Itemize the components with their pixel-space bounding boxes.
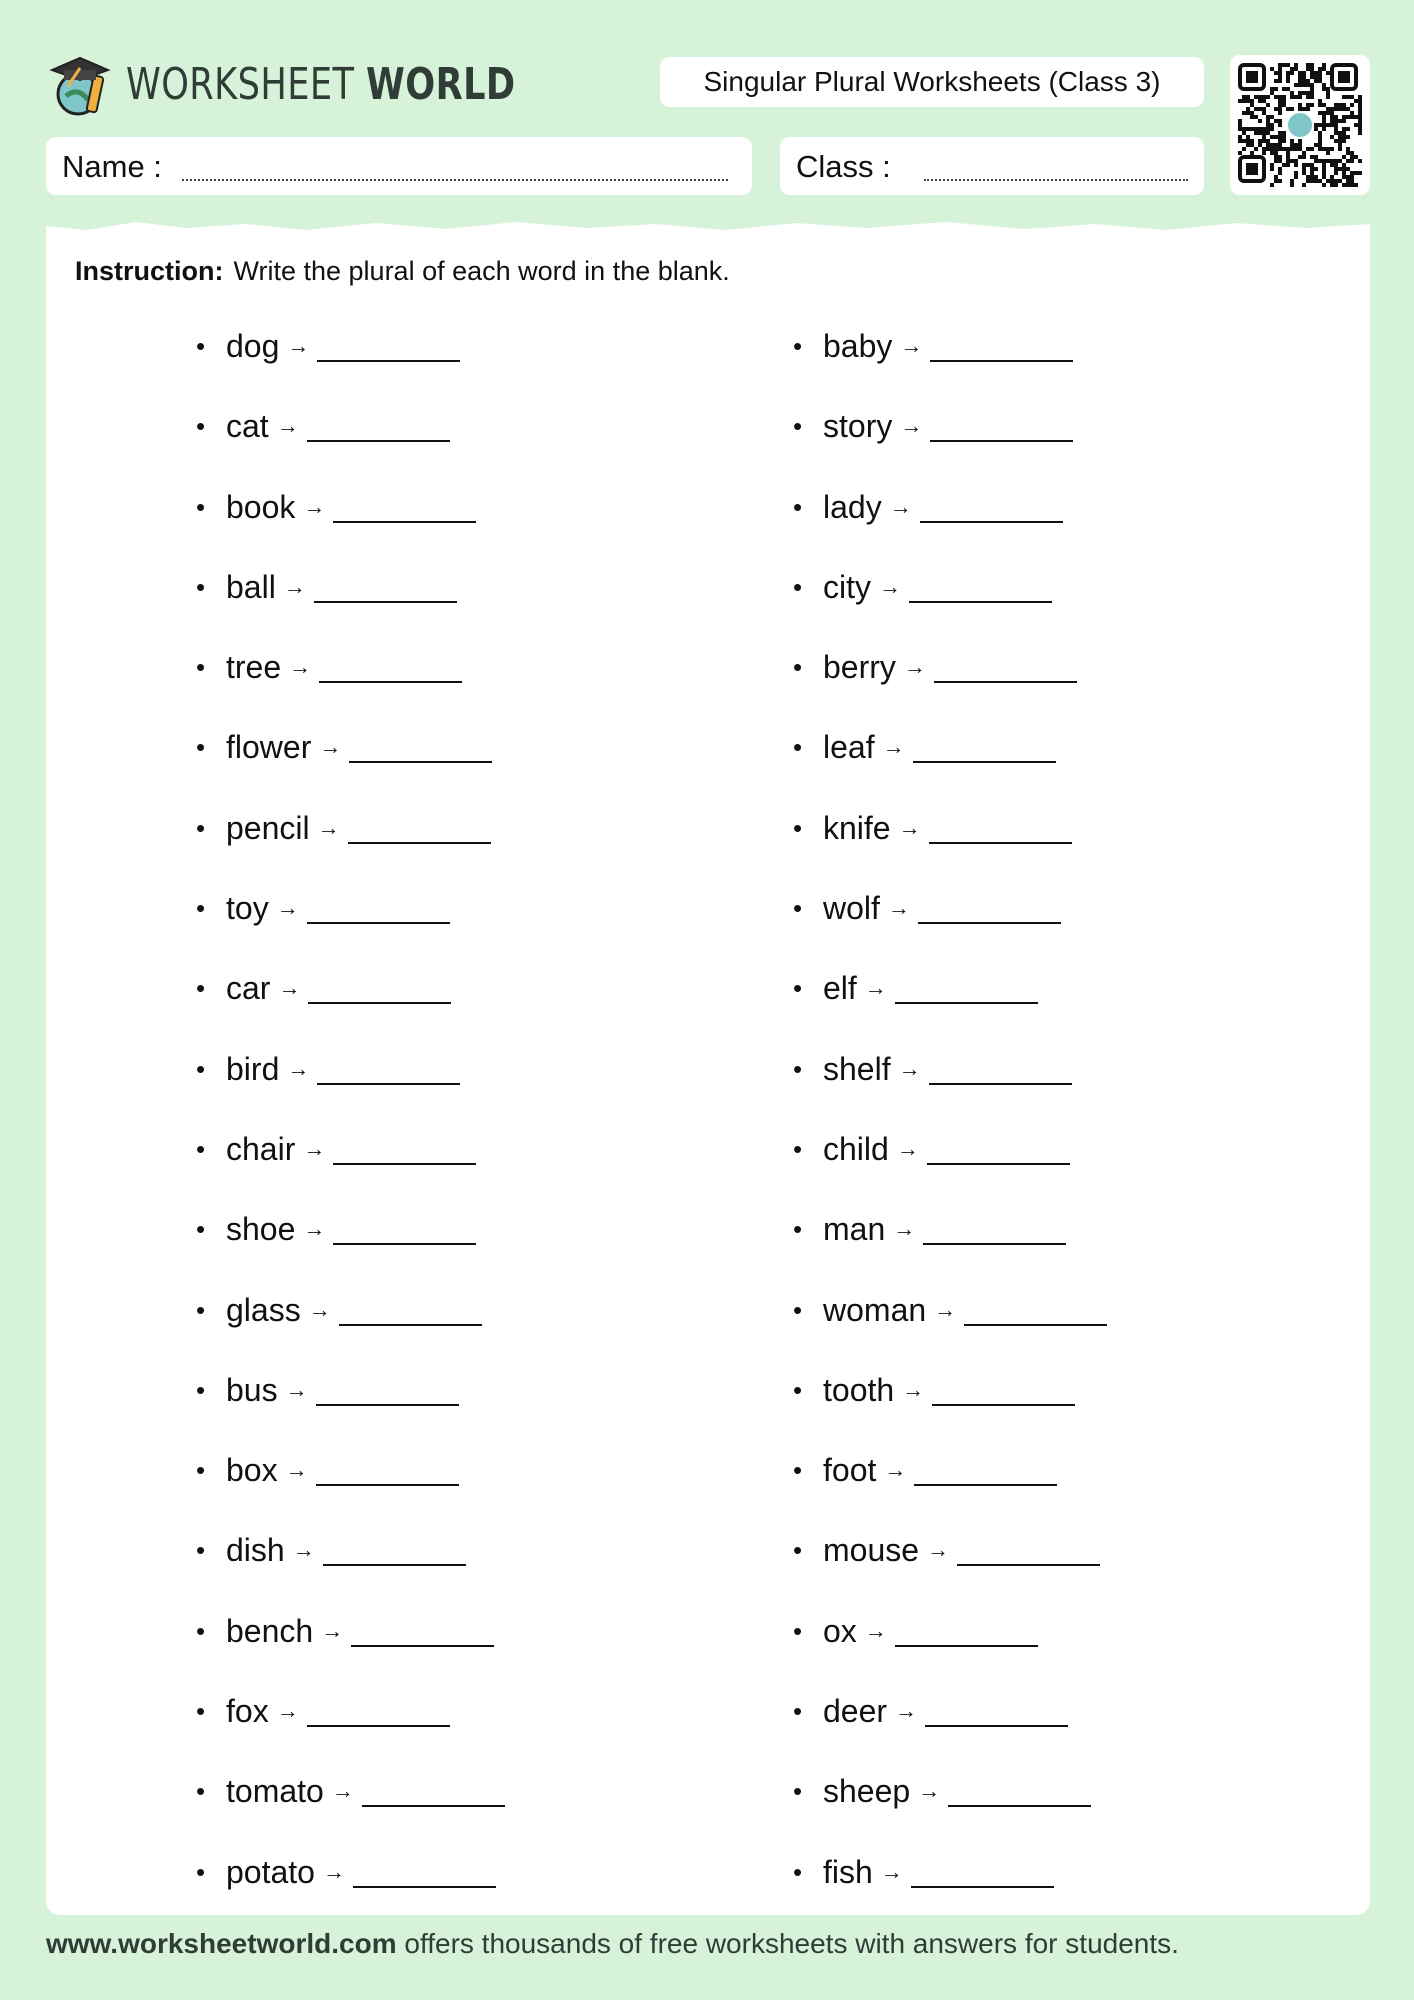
word-item [196,565,505,645]
arrow-icon: → [882,734,905,760]
plural-answer-blank[interactable] [349,725,492,763]
brand-light: WORKSHEET [126,58,355,110]
word-item [196,1528,505,1608]
arrow-icon: → [927,1537,950,1563]
footer-text: offers thousands of free worksheets with answers for students. [396,1928,1179,1959]
singular-word: foot [823,1452,877,1489]
word-item [196,1448,505,1528]
bullet-icon: • [196,1294,206,1325]
plural-answer-blank[interactable] [348,806,491,844]
plural-answer-blank[interactable] [362,1769,505,1807]
bullet-icon: • [196,1696,206,1727]
singular-word: berry [823,649,896,686]
plural-answer-blank[interactable] [925,1689,1068,1727]
arrow-icon: → [880,1858,903,1884]
bullet-icon: • [793,491,803,522]
plural-answer-blank[interactable] [333,485,476,523]
singular-word: shoe [226,1211,296,1248]
bullet-icon: • [196,1615,206,1646]
arrow-icon: → [893,1216,916,1242]
singular-word: deer [823,1693,888,1730]
word-item [793,886,1107,966]
plural-answer-blank[interactable] [930,404,1073,442]
singular-word: bird [226,1050,280,1087]
arrow-icon: → [895,1698,918,1724]
plural-answer-blank[interactable] [918,886,1061,924]
singular-word: mouse [823,1532,920,1569]
plural-answer-blank[interactable] [339,1288,482,1326]
arrow-icon: → [889,493,912,519]
arrow-icon: → [287,1055,310,1081]
singular-word: lady [823,488,882,525]
arrow-icon: → [276,413,299,439]
bullet-icon: • [793,1133,803,1164]
plural-answer-blank[interactable] [920,485,1063,523]
word-item [196,1609,505,1689]
word-item [793,1127,1107,1207]
arrow-icon: → [278,975,301,1001]
word-item [196,485,505,565]
singular-word: toy [226,890,269,927]
word-item [793,1207,1107,1287]
word-item [793,485,1107,565]
class-input-line[interactable] [924,179,1188,181]
singular-word: wolf [823,890,880,927]
word-item [793,1609,1107,1689]
plural-answer-blank[interactable] [351,1609,494,1647]
arrow-icon: → [879,573,901,599]
plural-answer-blank[interactable] [333,1207,476,1245]
worksheet-title [660,57,1204,107]
singular-word: bus [226,1371,278,1408]
name-field[interactable] [46,137,752,195]
bullet-icon: • [196,491,206,522]
plural-answer-blank[interactable] [307,1689,450,1727]
bullet-icon: • [196,812,206,843]
bullet-icon: • [793,732,803,763]
plural-answer-blank[interactable] [317,324,460,362]
bullet-icon: • [196,652,206,683]
plural-answer-blank[interactable] [913,725,1056,763]
arrow-icon: → [321,1617,344,1643]
plural-answer-blank[interactable] [932,1368,1075,1406]
plural-answer-blank[interactable] [317,1047,460,1085]
arrow-icon: → [902,1376,925,1402]
arrow-icon: → [276,1698,299,1724]
plural-answer-blank[interactable] [929,806,1072,844]
arrow-icon: → [903,654,926,680]
worksheet-title-text: Singular Plural Worksheets (Class 3) [703,66,1161,97]
word-item [196,886,505,966]
arrow-icon: → [285,1376,308,1402]
bullet-icon: • [793,1374,803,1405]
word-item [793,1368,1107,1448]
word-item [793,404,1107,484]
name-input-line[interactable] [182,179,728,181]
singular-word: dog [226,328,280,364]
singular-word: man [823,1211,886,1248]
word-item [196,966,505,1046]
bullet-icon: • [793,893,803,924]
bullet-icon: • [793,1776,803,1807]
singular-word: elf [823,970,857,1007]
singular-word: sheep [823,1773,911,1810]
left-word-list [196,324,505,1930]
arrow-icon: → [319,734,342,760]
singular-word: ball [226,568,276,605]
plural-answer-blank[interactable] [316,1368,459,1406]
bullet-icon: • [793,1053,803,1084]
arrow-icon: → [884,1457,907,1483]
plural-answer-blank[interactable] [314,565,457,603]
arrow-icon: → [918,1778,941,1804]
plural-answer-blank[interactable] [914,1448,1057,1486]
word-item [793,966,1107,1046]
arrow-icon: → [864,1617,887,1643]
singular-word: shelf [823,1050,891,1087]
bullet-icon: • [196,411,206,442]
bullet-icon: • [793,331,803,361]
bullet-icon: • [196,1214,206,1245]
word-item [196,1207,505,1287]
arrow-icon: → [303,1135,326,1161]
arrow-icon: → [317,814,340,840]
word-item [196,404,505,484]
bullet-icon: • [196,1776,206,1807]
plural-answer-blank[interactable] [934,645,1077,683]
right-word-list [793,324,1107,1930]
bullet-icon: • [793,1455,803,1486]
bullet-icon: • [196,331,206,361]
word-item [196,1850,505,1930]
brand-logo [46,48,613,120]
qr-code-icon [1238,63,1362,187]
arrow-icon: → [276,895,299,921]
singular-word: book [226,488,296,525]
word-item [196,1368,505,1448]
class-label: Class : [796,149,891,184]
word-item [196,725,505,805]
word-item [196,1689,505,1769]
singular-word: cat [226,408,269,445]
bullet-icon: • [196,1133,206,1164]
footer-site-link[interactable]: www.worksheetworld.com [46,1928,397,1959]
plural-answer-blank[interactable] [307,886,450,924]
bullet-icon: • [793,973,803,1004]
bullet-icon: • [793,1615,803,1646]
arrow-icon: → [283,573,306,599]
bullet-icon: • [196,1374,206,1405]
singular-word: baby [823,328,893,364]
word-item [793,324,1107,404]
arrow-icon: → [287,333,310,358]
singular-word: tree [226,649,282,686]
arrow-icon: → [896,1135,919,1161]
plural-answer-blank[interactable] [930,324,1073,362]
word-item [793,1288,1107,1368]
bullet-icon: • [793,812,803,843]
plural-answer-blank[interactable] [929,1047,1072,1085]
singular-word: fox [226,1693,269,1730]
arrow-icon: → [898,1055,921,1081]
singular-word: potato [226,1853,315,1890]
arrow-icon: → [900,413,923,439]
bullet-icon: • [196,571,206,602]
arrow-icon: → [934,1296,957,1322]
class-field[interactable] [780,137,1204,195]
logo-mascot-icon [46,48,116,120]
bullet-icon: • [793,1294,803,1325]
instruction-text: Write the plural of each word in the blank. [233,256,730,286]
word-item [196,1127,505,1207]
arrow-icon: → [864,975,887,1001]
plural-answer-blank[interactable] [948,1769,1091,1807]
bullet-icon: • [196,1856,206,1887]
singular-word: knife [823,809,891,846]
name-label: Name : [62,149,162,184]
bullet-icon: • [196,732,206,763]
bullet-icon: • [196,973,206,1004]
bullet-icon: • [196,1455,206,1486]
plural-answer-blank[interactable] [353,1850,496,1888]
singular-word: glass [226,1291,301,1328]
plural-answer-blank[interactable] [333,1127,476,1165]
word-item [196,645,505,725]
bullet-icon: • [793,1696,803,1727]
singular-word: fish [823,1853,873,1890]
word-item [793,645,1107,725]
plural-answer-blank[interactable] [308,966,451,1004]
arrow-icon: → [331,1778,354,1804]
bullet-icon: • [793,1856,803,1887]
singular-word: car [226,970,271,1007]
singular-word: dish [226,1532,285,1569]
arrow-icon: → [303,493,326,519]
singular-word: ox [823,1612,857,1649]
plural-answer-blank[interactable] [316,1448,459,1486]
singular-word: tomato [226,1773,324,1810]
arrow-icon: → [285,1457,308,1483]
plural-answer-blank[interactable] [319,645,462,683]
plural-answer-blank[interactable] [964,1288,1107,1326]
singular-word: pencil [226,809,310,846]
plural-answer-blank[interactable] [895,1609,1038,1647]
word-item [196,1288,505,1368]
arrow-icon: → [303,1216,326,1242]
brand-name [126,59,516,110]
singular-word: woman [823,1291,927,1328]
singular-word: bench [226,1612,314,1649]
plural-answer-blank[interactable] [909,565,1052,603]
word-item [793,1769,1107,1849]
footer [46,1928,1179,1960]
word-item [196,1047,505,1127]
arrow-icon: → [292,1537,315,1563]
word-item [793,1850,1107,1930]
bullet-icon: • [196,1535,206,1566]
singular-word: leaf [823,729,875,766]
plural-answer-blank[interactable] [927,1127,1070,1165]
plural-answer-blank[interactable] [911,1850,1054,1888]
instruction-label: Instruction: [75,256,224,286]
brand-bold: WORLD [366,58,516,110]
bullet-icon: • [793,652,803,683]
instruction [75,256,730,287]
word-item [793,1448,1107,1528]
plural-answer-blank[interactable] [895,966,1038,1004]
bullet-icon: • [793,1214,803,1245]
arrow-icon: → [308,1296,331,1322]
word-item [793,1528,1107,1608]
bullet-icon: • [793,411,803,442]
plural-answer-blank[interactable] [957,1528,1100,1566]
singular-word: child [823,1130,889,1167]
arrow-icon: → [900,333,923,358]
bullet-icon: • [196,893,206,924]
word-item [793,1689,1107,1769]
singular-word: story [823,408,893,445]
qr-code[interactable] [1230,55,1370,195]
arrow-icon: → [289,654,312,680]
word-item [196,324,505,404]
plural-answer-blank[interactable] [323,1528,466,1566]
bullet-icon: • [793,571,803,602]
word-item [793,806,1107,886]
singular-word: flower [226,729,312,766]
arrow-icon: → [898,814,921,840]
singular-word: box [226,1452,278,1489]
singular-word: city [823,568,871,605]
arrow-icon: → [322,1858,345,1884]
word-item [196,1769,505,1849]
word-item [793,565,1107,645]
plural-answer-blank[interactable] [923,1207,1066,1245]
singular-word: tooth [823,1371,895,1408]
plural-answer-blank[interactable] [307,404,450,442]
singular-word: chair [226,1130,296,1167]
bullet-icon: • [196,1053,206,1084]
word-item [793,725,1107,805]
word-item [793,1047,1107,1127]
arrow-icon: → [887,895,910,921]
word-item [196,806,505,886]
bullet-icon: • [793,1535,803,1566]
